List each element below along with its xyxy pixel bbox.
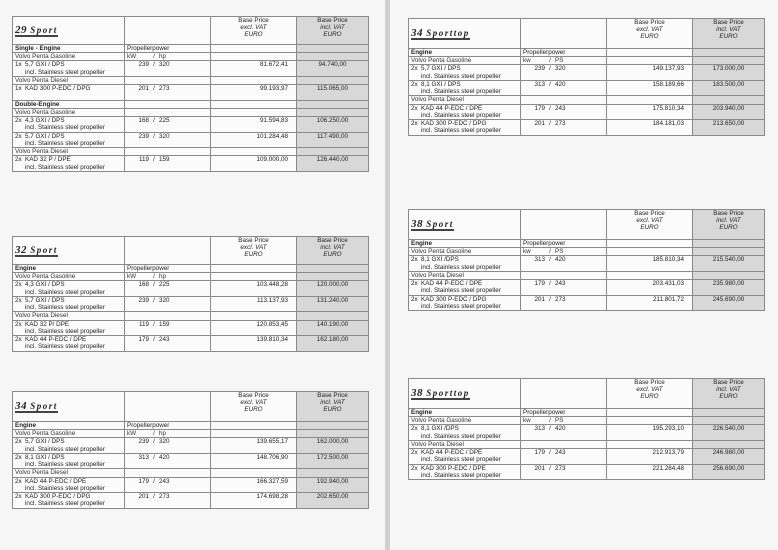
base-price-incl-header: Base Price incl. VAT EURO <box>297 392 369 422</box>
price-table-34-sporttop <box>408 18 765 136</box>
price-table-38-sport <box>408 209 765 311</box>
category-label: Single - Engine <box>13 45 125 53</box>
engine-row: 2x 5,7 GXI / DPS incl. Stainless steel propeller 239 / 320 139.655,17 162.000,00 <box>13 438 369 453</box>
fuel-label: Volvo Penta Gasoline <box>13 273 125 281</box>
engine-row: 2x KAD 44 P-EDC / DPE incl. Stainless steel propeller 179 / 243 166.327,59 192.940,00 <box>13 477 369 492</box>
model-logo: 34 Sporttop <box>411 27 470 40</box>
category-label: Double-Engine <box>13 100 125 108</box>
units-label: kw / PS <box>521 417 607 425</box>
model-logo: 32 Sport <box>15 244 58 257</box>
fuel-label: Volvo Penta Gasoline <box>13 108 125 116</box>
engine-row: 2x KAD 300 P-EDC / DPG incl. Stainless steel propeller 201 / 273 211.801,72 245.690,00 <box>409 295 765 310</box>
engine-row: 1x KAD 300 P-EDC / DPG 201 / 273 99.193,97 115.065,00 <box>13 85 369 100</box>
column-propellerpower: Propellerpower <box>125 265 211 273</box>
fuel-label: Volvo Penta Gasoline <box>13 430 125 438</box>
engine-row: 2x KAD 32 P/ DPE incl. Stainless steel propeller 119 / 159 120.853,45 140.190,00 <box>13 320 369 335</box>
engine-row: 2x 4,3 GXI / DPS incl. Stainless steel propeller 168 / 225 91.594,83 106.250,00 <box>13 117 369 132</box>
price-table-34-sport <box>12 391 369 509</box>
units-label: kW / hp <box>125 273 211 281</box>
price-table-38-sporttop <box>408 378 765 480</box>
engine-row: 2x 5,7 GXI / DPS incl. Stainless steel propeller 239 / 320 149.137,93 173.000,00 <box>409 65 765 80</box>
base-price-incl-header: Base Price incl. VAT EURO <box>693 210 765 240</box>
base-price-incl-header: Base Price incl. VAT EURO <box>693 379 765 409</box>
engine-row: 2x KAD 44 P-EDC / DPE incl. Stainless steel propeller 179 / 243 175.810,34 203.940,00 <box>409 104 765 119</box>
fuel-label: Volvo Penta Diesel <box>13 148 125 156</box>
engine-row: 2x KAD 44 P-EDC / DPE incl. Stainless steel propeller 179 / 243 203.431,03 235.980,00 <box>409 280 765 295</box>
units-label: kW / hp <box>125 430 211 438</box>
category-label: Engine <box>13 422 125 430</box>
engine-row: 2x 5,7 GXI / DPS incl. Stainless steel propeller 239 / 320 101.284,48 117.490,00 <box>13 132 369 147</box>
base-price-excl-header: Base Price excl. VAT EURO <box>211 392 297 422</box>
engine-row: 2x 4,3 GXI / DPS incl. Stainless steel propeller 168 / 225 103.448,28 120.000,00 <box>13 281 369 296</box>
category-label: Engine <box>409 409 521 417</box>
column-propellerpower: Propellerpower <box>125 422 211 430</box>
engine-row: 2x KAD 32 P / DPE incl. Stainless steel propeller 119 / 159 109.000,00 126.440,00 <box>13 156 369 171</box>
fuel-label: Volvo Penta Gasoline <box>409 417 521 425</box>
base-price-excl-header: Base Price excl. VAT EURO <box>211 17 297 45</box>
engine-row: 2x KAD 300 P-EDC / DPG incl. Stainless steel propeller 201 / 273 184.181,03 213.650,00 <box>409 120 765 135</box>
fuel-label: Volvo Penta Diesel <box>409 96 521 104</box>
column-propellerpower: Propellerpower <box>521 49 607 57</box>
fuel-label: Volvo Penta Gasoline <box>13 53 125 61</box>
base-price-incl-header: Base Price incl. VAT EURO <box>297 17 369 45</box>
fuel-label: Volvo Penta Diesel <box>13 312 125 320</box>
engine-row: 2x 5,7 GXI / DPS incl. Stainless steel propeller 239 / 320 113.137,93 131.240,00 <box>13 296 369 311</box>
model-logo: 38 Sport <box>411 218 454 231</box>
base-price-excl-header: Base Price excl. VAT EURO <box>607 19 693 49</box>
price-table-32-sport <box>12 236 369 352</box>
column-propellerpower: Propellerpower <box>125 45 211 53</box>
model-logo: 38 Sporttop <box>411 387 470 400</box>
model-logo: 34 Sport <box>15 400 58 413</box>
units-label: kW / hp <box>125 53 211 61</box>
fuel-label: Volvo Penta Diesel <box>409 440 521 448</box>
category-label: Engine <box>13 265 125 273</box>
fuel-label: Volvo Penta Gasoline <box>409 57 521 65</box>
engine-row: 2x 8,1 GXI /DPS incl. Stainless steel propeller 313 / 420 185.810,34 215.540,00 <box>409 256 765 271</box>
engine-row: 2x KAD 44 P-EDC / DPE incl. Stainless steel propeller 179 / 243 139.810,34 162.180,00 <box>13 336 369 351</box>
fuel-label: Volvo Penta Gasoline <box>409 248 521 256</box>
base-price-excl-header: Base Price excl. VAT EURO <box>607 210 693 240</box>
fuel-label: Volvo Penta Diesel <box>409 271 521 279</box>
engine-row: 2x 8,1 GXI /DPS incl. Stainless steel propeller 313 / 420 195.293,10 226.540,00 <box>409 425 765 440</box>
base-price-incl-header: Base Price incl. VAT EURO <box>297 237 369 265</box>
column-propellerpower: Propellerpower <box>521 240 607 248</box>
units-label: kw / PS <box>521 248 607 256</box>
engine-row: 2x 8,1 GXI / DPS incl. Stainless steel propeller 313 / 420 148.706,90 172.500,00 <box>13 453 369 468</box>
engine-row: 1x 5,7 GXI / DPS incl. Stainless steel propeller 239 / 320 81.672,41 94.740,00 <box>13 61 369 76</box>
base-price-incl-header: Base Price incl. VAT EURO <box>693 19 765 49</box>
model-logo-cell <box>13 17 125 45</box>
fuel-label: Volvo Penta Diesel <box>13 76 125 84</box>
model-logo: 29 Sport <box>15 24 58 37</box>
engine-row: 2x KAD 300 P-EDC / DPE incl. Stainless steel propeller 201 / 273 221.284,48 256.690,00 <box>409 464 765 479</box>
engine-row: 2x KAD 44 P-EDC / DPE incl. Stainless steel propeller 179 / 243 212.913,79 246.980,00 <box>409 449 765 464</box>
units-label: kw / PS <box>521 57 607 65</box>
base-price-excl-header: Base Price excl. VAT EURO <box>607 379 693 409</box>
category-label: Engine <box>409 240 521 248</box>
engine-row: 2x 8,1 GXI / DPS incl. Stainless steel propeller 313 / 420 158.189,66 183.500,00 <box>409 80 765 95</box>
column-propellerpower: Propellerpower <box>521 409 607 417</box>
category-label: Engine <box>409 49 521 57</box>
base-price-excl-header: Base Price excl. VAT EURO <box>211 237 297 265</box>
price-table-29-sport <box>12 16 369 172</box>
engine-row: 2x KAD 300 P-EDC / DPG incl. Stainless steel propeller 201 / 273 174.698,28 202.650,00 <box>13 493 369 508</box>
fuel-label: Volvo Penta Diesel <box>13 469 125 477</box>
